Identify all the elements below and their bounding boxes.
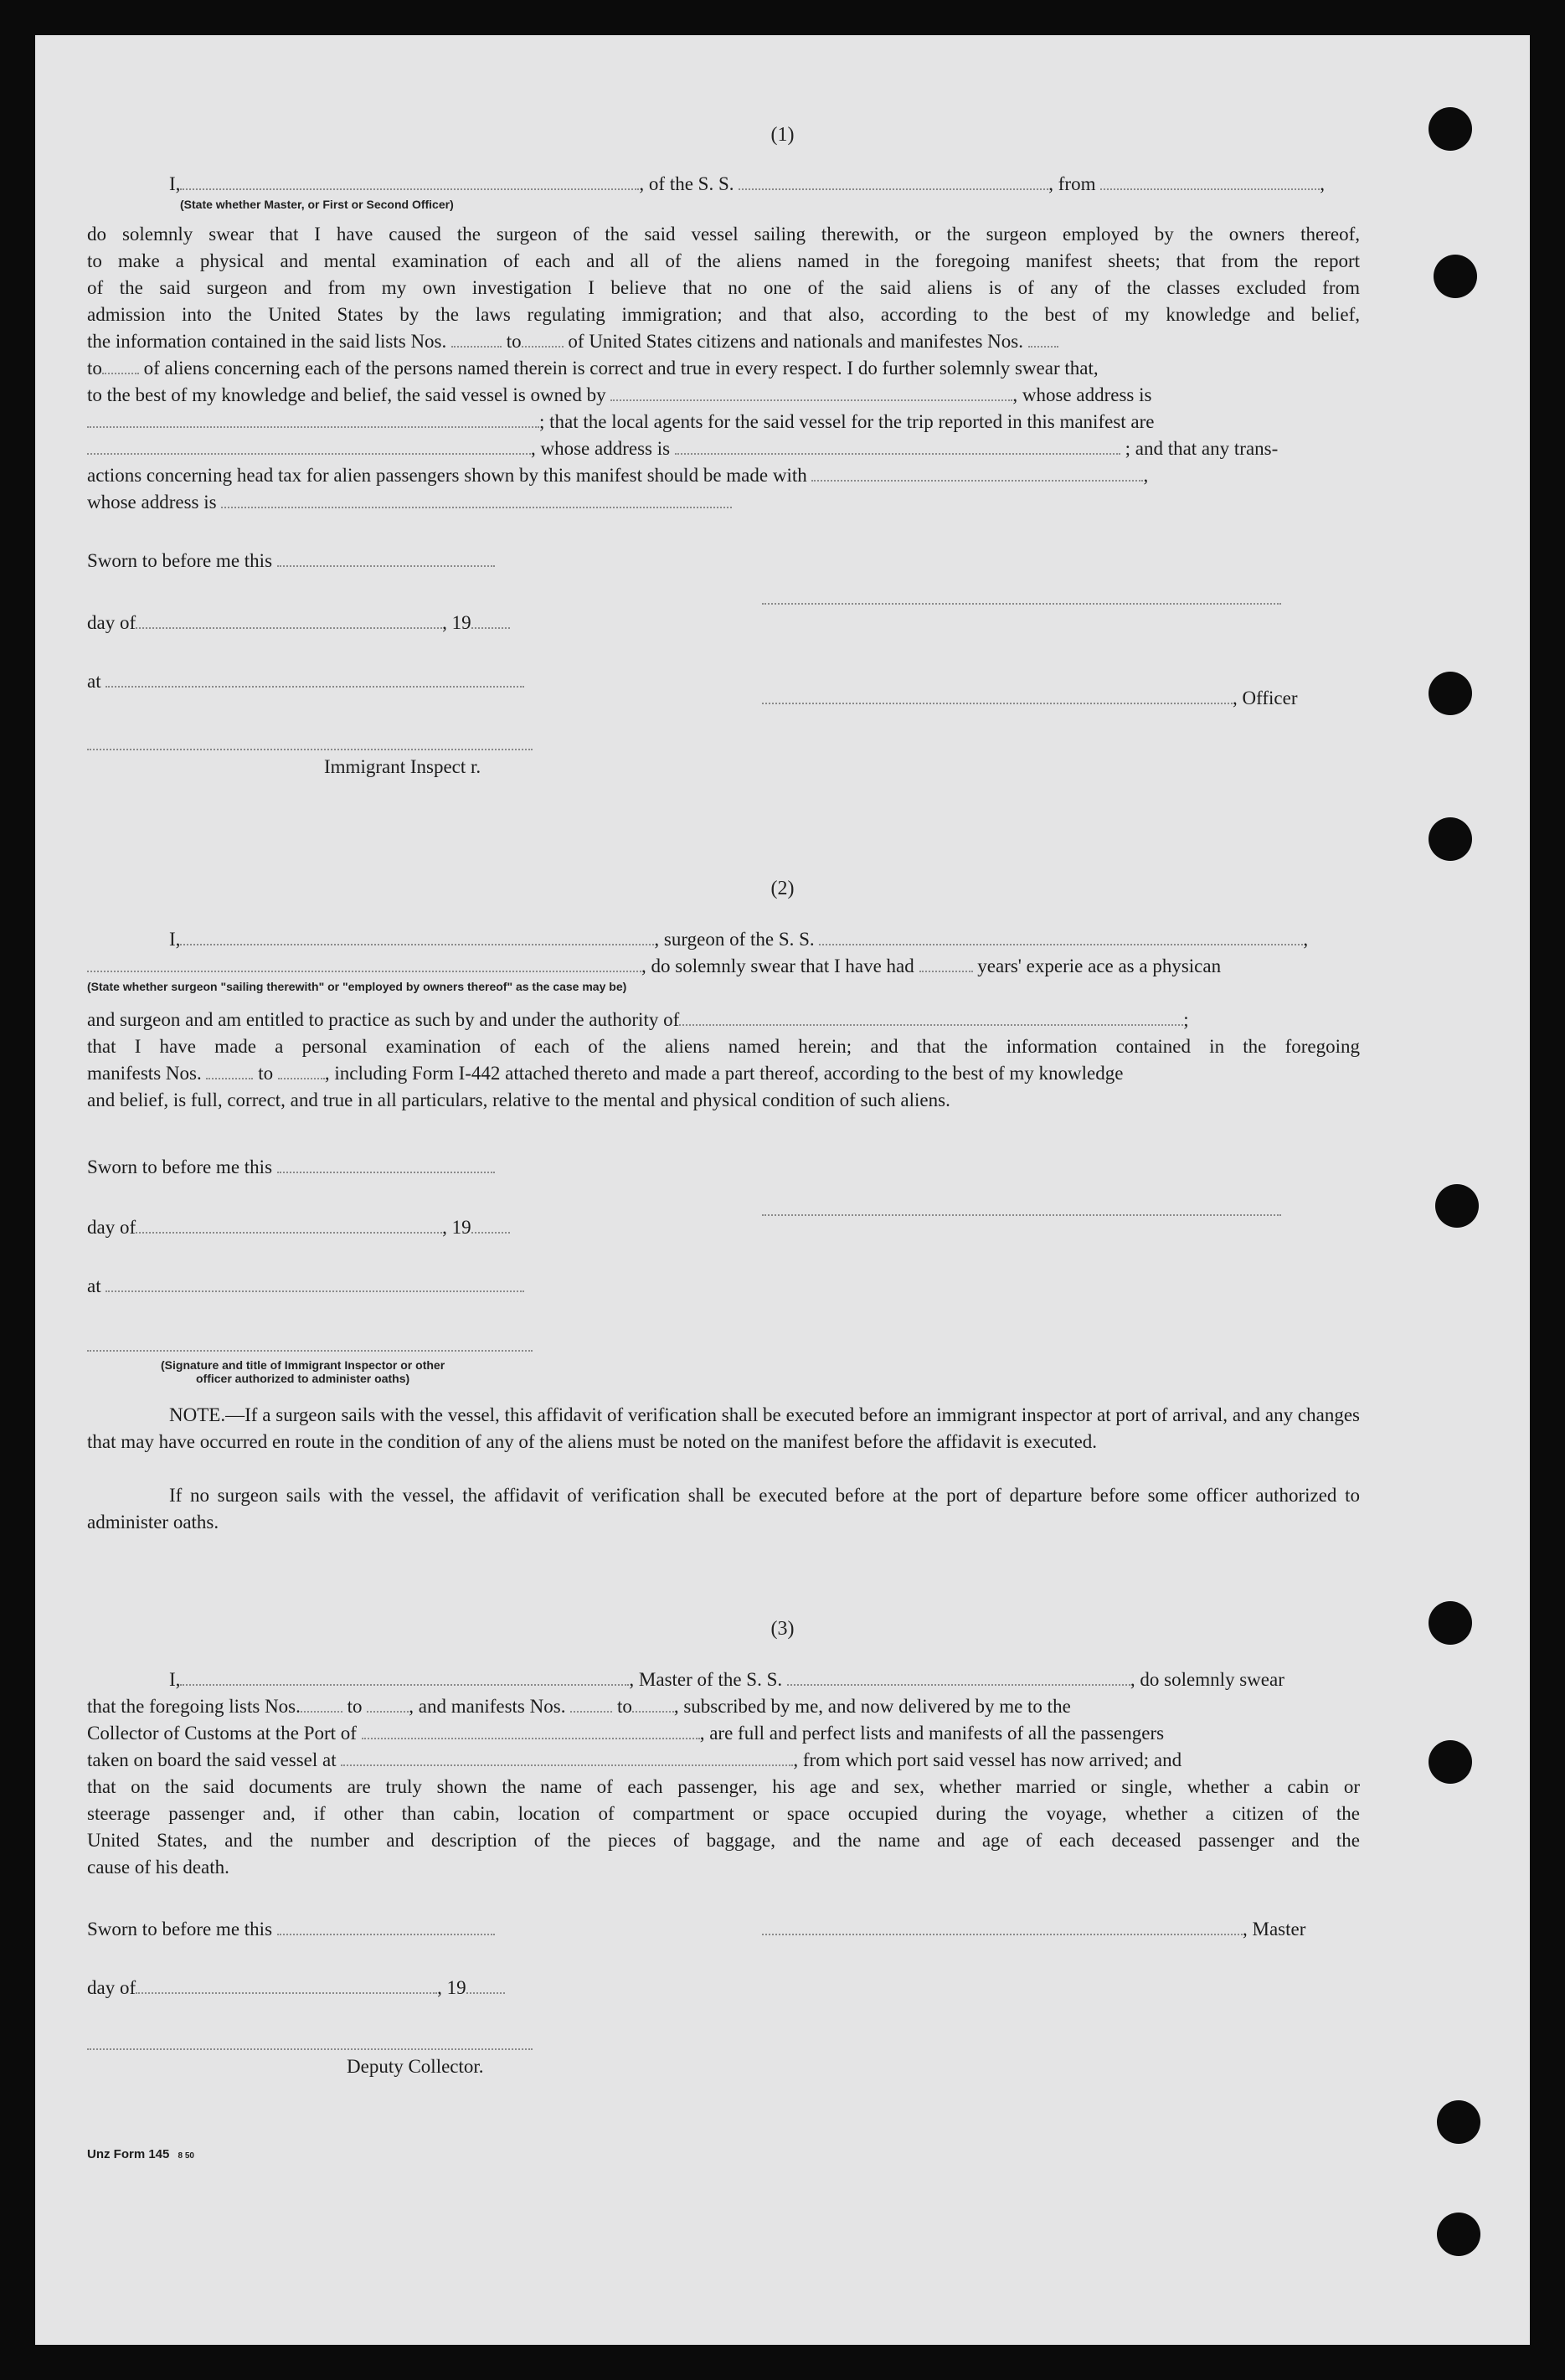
fill-line[interactable]	[136, 626, 442, 629]
section1-line-1: I, , of the S. S. , from ,	[169, 173, 1325, 194]
fill-line[interactable]	[277, 1933, 495, 1935]
sworn-label: Sworn to before me this	[87, 1916, 495, 1943]
fill-line[interactable]	[610, 399, 1012, 401]
signature-line[interactable]	[762, 1214, 1281, 1216]
fill-line[interactable]	[180, 943, 654, 945]
inspector-signature-line[interactable]	[87, 1350, 533, 1352]
fill-line[interactable]	[87, 425, 539, 428]
fill-line[interactable]	[522, 345, 564, 348]
fill-line[interactable]	[180, 1683, 629, 1686]
binder-hole	[1435, 1184, 1479, 1228]
form-page	[35, 35, 1530, 2345]
section3-line-2: that the foregoing lists Nos. to , and manifests Nos. to , subscribed by me, and now delivered by me to the	[87, 1696, 1071, 1717]
section3-line: United States, and the number and description of the pieces of baggage, and the name and age of each deceased passenger and the	[87, 1830, 1360, 1851]
day-of-label: day of , 19	[87, 1975, 505, 2001]
section-number: (1)	[770, 124, 795, 146]
signature-line[interactable]	[762, 603, 1281, 605]
fill-line[interactable]	[819, 943, 1303, 945]
fill-line[interactable]	[1100, 188, 1320, 190]
fill-line[interactable]	[1028, 345, 1058, 348]
binder-hole	[1434, 255, 1477, 298]
fill-line[interactable]	[762, 1933, 1243, 1935]
fill-line[interactable]	[136, 1231, 442, 1234]
section1-line-address: , whose address is ; and that any trans-	[87, 435, 1360, 462]
section2-line-1: I, , surgeon of the S. S. ,	[169, 929, 1309, 950]
inspector-title: Immigrant Inspect r.	[324, 756, 481, 777]
fill-line[interactable]	[632, 1710, 674, 1713]
fill-line[interactable]	[451, 345, 502, 348]
day-of-label: day of , 19	[87, 610, 510, 636]
section1-line-nos: the information contained in the said lists Nos. to of United States citizens and nationals and manifestes Nos.	[87, 328, 1360, 355]
note-paragraph: If no surgeon sails with the vessel, the affidavit of verification shall be executed before at the port of departure before some officer authorized to administer oaths.	[87, 1485, 1360, 1533]
fill-line[interactable]	[180, 188, 639, 190]
section1-line-to: to of aliens concerning each of the persons named therein is correct and true in every respect. I do further solemnly swear that,	[87, 358, 1099, 379]
section1-line: to make a physical and mental examination of each and all of the aliens named in the foregoing manifest sheets; that from the report	[87, 250, 1360, 271]
binder-hole	[1429, 817, 1472, 861]
fill-line[interactable]	[570, 1710, 612, 1713]
fill-line[interactable]	[277, 1171, 495, 1173]
section3-line-1: I, , Master of the S. S. , do solemnly swear	[169, 1669, 1284, 1690]
section-number: (3)	[770, 1618, 795, 1640]
fill-line[interactable]	[102, 372, 139, 374]
sworn-label: Sworn to before me this	[87, 1154, 495, 1181]
section3-line-4: taken on board the said vessel at , from which port said vessel has now arrived; and	[87, 1749, 1182, 1770]
section1-line: do solemnly swear that I have caused the surgeon of the said vessel sailing therewith, or the surgeon employed by the owners thereof,	[87, 224, 1360, 245]
section2-line-2: , do solemnly swear that I have had years' experie ace as a physican	[87, 953, 1360, 980]
fill-line[interactable]	[919, 970, 973, 972]
section1-line-actions: actions concerning head tax for alien passengers shown by this manifest should be made with ,	[87, 465, 1149, 486]
at-label: at	[87, 668, 524, 695]
fill-line[interactable]	[762, 702, 1233, 704]
fill-line[interactable]	[739, 188, 1048, 190]
section1-line: of the said surgeon and from my own investigation I believe that no one of the said aliens is of any of the classes excluded from	[87, 277, 1360, 298]
fill-line[interactable]	[221, 506, 732, 508]
form-number: Unz Form 145 8 50	[87, 2147, 194, 2161]
section2-line-6: and belief, is full, correct, and true in all particulars, relative to the mental and physical condition of such aliens.	[87, 1090, 950, 1110]
binder-hole	[1437, 2100, 1480, 2144]
fill-line[interactable]	[471, 1231, 510, 1234]
deputy-collector-title: Deputy Collector.	[347, 2056, 484, 2077]
fill-line[interactable]	[675, 452, 1120, 455]
fill-line[interactable]	[277, 564, 495, 567]
fill-line[interactable]	[301, 1710, 342, 1713]
at-label: at	[87, 1273, 524, 1300]
fill-line[interactable]	[206, 1077, 253, 1079]
field-caption: (State whether surgeon "sailing therewith" or "employed by owners thereof" as the case may be)	[87, 980, 627, 993]
binder-hole	[1429, 1740, 1472, 1784]
fill-line[interactable]	[278, 1077, 325, 1079]
fill-line[interactable]	[811, 479, 1143, 482]
fill-line[interactable]	[787, 1683, 1130, 1686]
day-of-label: day of , 19	[87, 1214, 510, 1241]
fill-line[interactable]	[87, 452, 531, 455]
officer-signature: , Officer	[762, 685, 1297, 712]
section2-line-5: manifests Nos. to , including Form I-442 attached thereto and made a part thereof, according to the best of my knowledge	[87, 1063, 1124, 1084]
section1-line-whose: whose address is	[87, 489, 1360, 516]
sworn-label: Sworn to before me this	[87, 548, 495, 574]
fill-line[interactable]	[367, 1710, 409, 1713]
section3-line: steerage passenger and, if other than cabin, location of compartment or space occupied during the voyage, whether a citizen of the	[87, 1803, 1360, 1824]
inspector-signature-line[interactable]	[87, 749, 533, 750]
collector-signature-line[interactable]	[87, 2048, 533, 2050]
fill-line[interactable]	[471, 626, 510, 629]
signature-caption: (Signature and title of Immigrant Inspector or other officer authorized to administer oaths)	[161, 1358, 445, 1385]
section1-line: admission into the United States by the laws regulating immigration; and that also, according to the best of my knowledge and belief,	[87, 304, 1360, 325]
fill-line[interactable]	[679, 1023, 1183, 1026]
section2-line-4: that I have made a personal examination of each of the aliens named herein; and that the information contained in the foregoing	[87, 1036, 1360, 1057]
fill-line[interactable]	[136, 1991, 437, 1994]
section3-line-3: Collector of Customs at the Port of , are full and perfect lists and manifests of all the passengers	[87, 1723, 1165, 1744]
section-number: (2)	[770, 878, 795, 899]
fill-line[interactable]	[362, 1737, 700, 1739]
section1-line-agents: ; that the local agents for the said vessel for the trip reported in this manifest are	[87, 409, 1360, 435]
fill-line[interactable]	[341, 1764, 793, 1766]
master-signature: , Master	[762, 1916, 1305, 1943]
fill-line[interactable]	[87, 970, 641, 972]
binder-hole	[1429, 672, 1472, 715]
field-caption: (State whether Master, or First or Second Officer)	[180, 198, 454, 211]
fill-line[interactable]	[106, 1290, 524, 1292]
fill-line[interactable]	[106, 685, 524, 688]
binder-hole	[1437, 2213, 1480, 2256]
fill-line[interactable]	[466, 1991, 505, 1994]
section3-line-last: cause of his death.	[87, 1857, 229, 1878]
section2-line-3: and surgeon and am entitled to practice as such by and under the authority of ;	[87, 1009, 1189, 1030]
note-paragraph: NOTE.—If a surgeon sails with the vessel, this affidavit of verification shall be executed before an immigrant inspector at port of arrival, and any changes that may have occurred en route in the condition of any of the aliens must be noted on the manifest before the affidavit is executed.	[87, 1404, 1360, 1452]
section3-line: that on the said documents are truly shown the name of each passenger, his age and sex, whether married or single, whether a cabin or	[87, 1776, 1360, 1797]
section1-line-owned: to the best of my knowledge and belief, the said vessel is owned by , whose address is	[87, 384, 1152, 405]
